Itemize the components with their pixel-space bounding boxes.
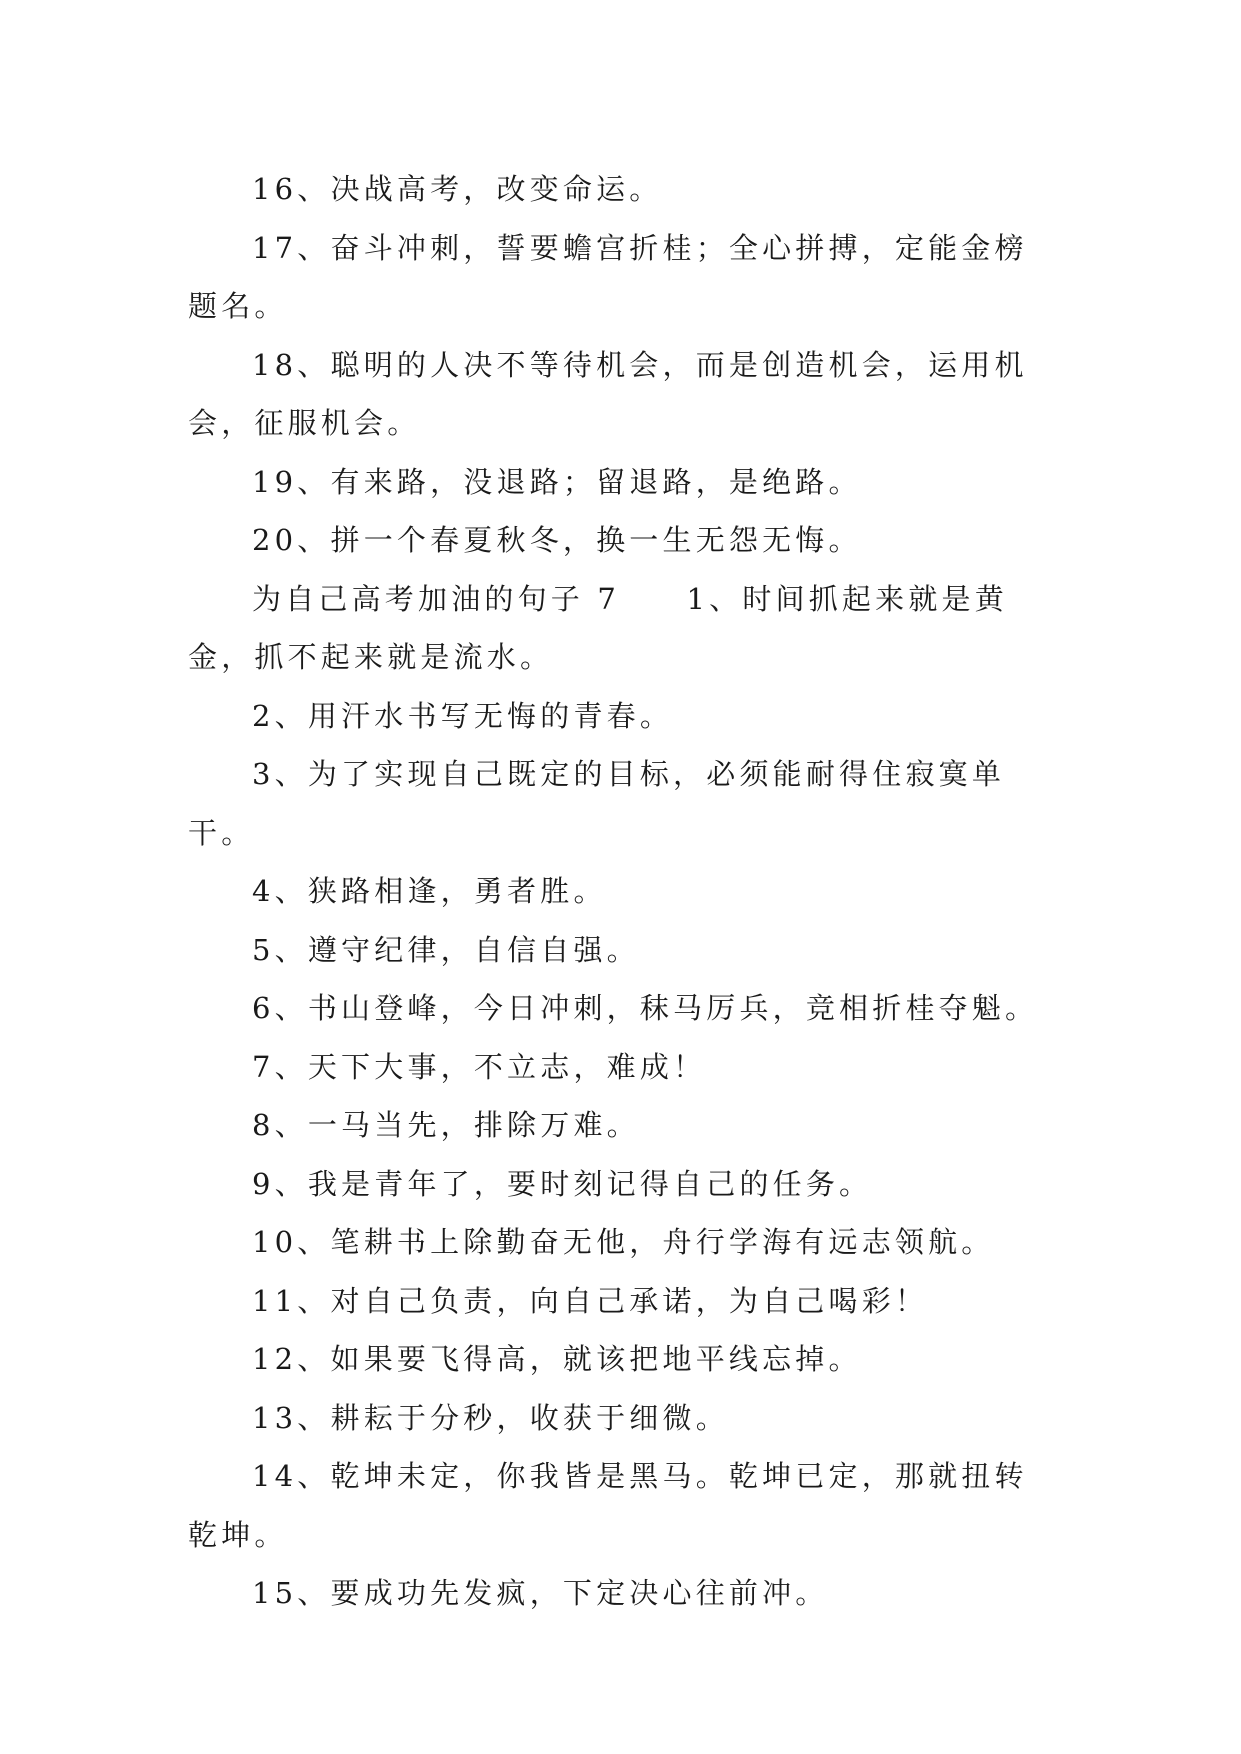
- paragraph-18: 18、聪明的人决不等待机会，而是创造机会，运用机会，征服机会。: [188, 347, 1028, 440]
- document-body: [188, 160, 1058, 1623]
- paragraph-10: 10、笔耕书上除勤奋无他，舟行学海有远志领航。: [252, 1225, 995, 1259]
- paragraph-15: 15、要成功先发疯，下定决心往前冲。: [252, 1576, 829, 1610]
- paragraph-5: 5、遵守纪律，自信自强。: [252, 932, 640, 967]
- paragraph-17: 17、奋斗冲刺，誓要蟾宫折桂；全心拼搏，定能金榜题名。: [188, 230, 1028, 323]
- paragraph-14: 14、乾坤未定，你我皆是黑马。乾坤已定，那就扭转乾坤。: [188, 1459, 1028, 1552]
- paragraph-6: 6、书山登峰，今日冲刺，秣马厉兵，竞相折桂夺魁。: [252, 991, 1039, 1025]
- paragraph-4: 4、狭路相逢，勇者胜。: [252, 874, 607, 908]
- paragraph-3: 3、为了实现自己既定的目标，必须能耐得住寂寞单干。: [188, 757, 1006, 850]
- paragraph-9: 9、我是青年了，要时刻记得自己的任务。: [252, 1166, 873, 1201]
- paragraph-20: 20、拼一个春夏秋冬，换一生无怨无悔。: [252, 523, 862, 557]
- paragraph-11: 11、对自己负责，向自己承诺，为自己喝彩！: [252, 1283, 929, 1318]
- paragraph-12: 12、如果要飞得高，就该把地平线忘掉。: [252, 1342, 862, 1376]
- paragraph-8: 8、一马当先，排除万难。: [252, 1108, 640, 1142]
- paragraph-19: 19、有来路，没退路；留退路，是绝路。: [252, 464, 862, 499]
- paragraph-2: 2、用汗水书写无悔的青春。: [252, 698, 674, 733]
- section-heading-paragraph: 为自己高考加油的句子 7 1、时间抓起来就是黄金，抓不起来就是流水。: [188, 581, 1008, 674]
- paragraph-7: 7、天下大事，不立志，难成！: [252, 1049, 707, 1084]
- paragraph-16: 16、决战高考，改变命运。: [252, 172, 663, 206]
- paragraph-13: 13、耕耘于分秒，收获于细微。: [252, 1400, 729, 1435]
